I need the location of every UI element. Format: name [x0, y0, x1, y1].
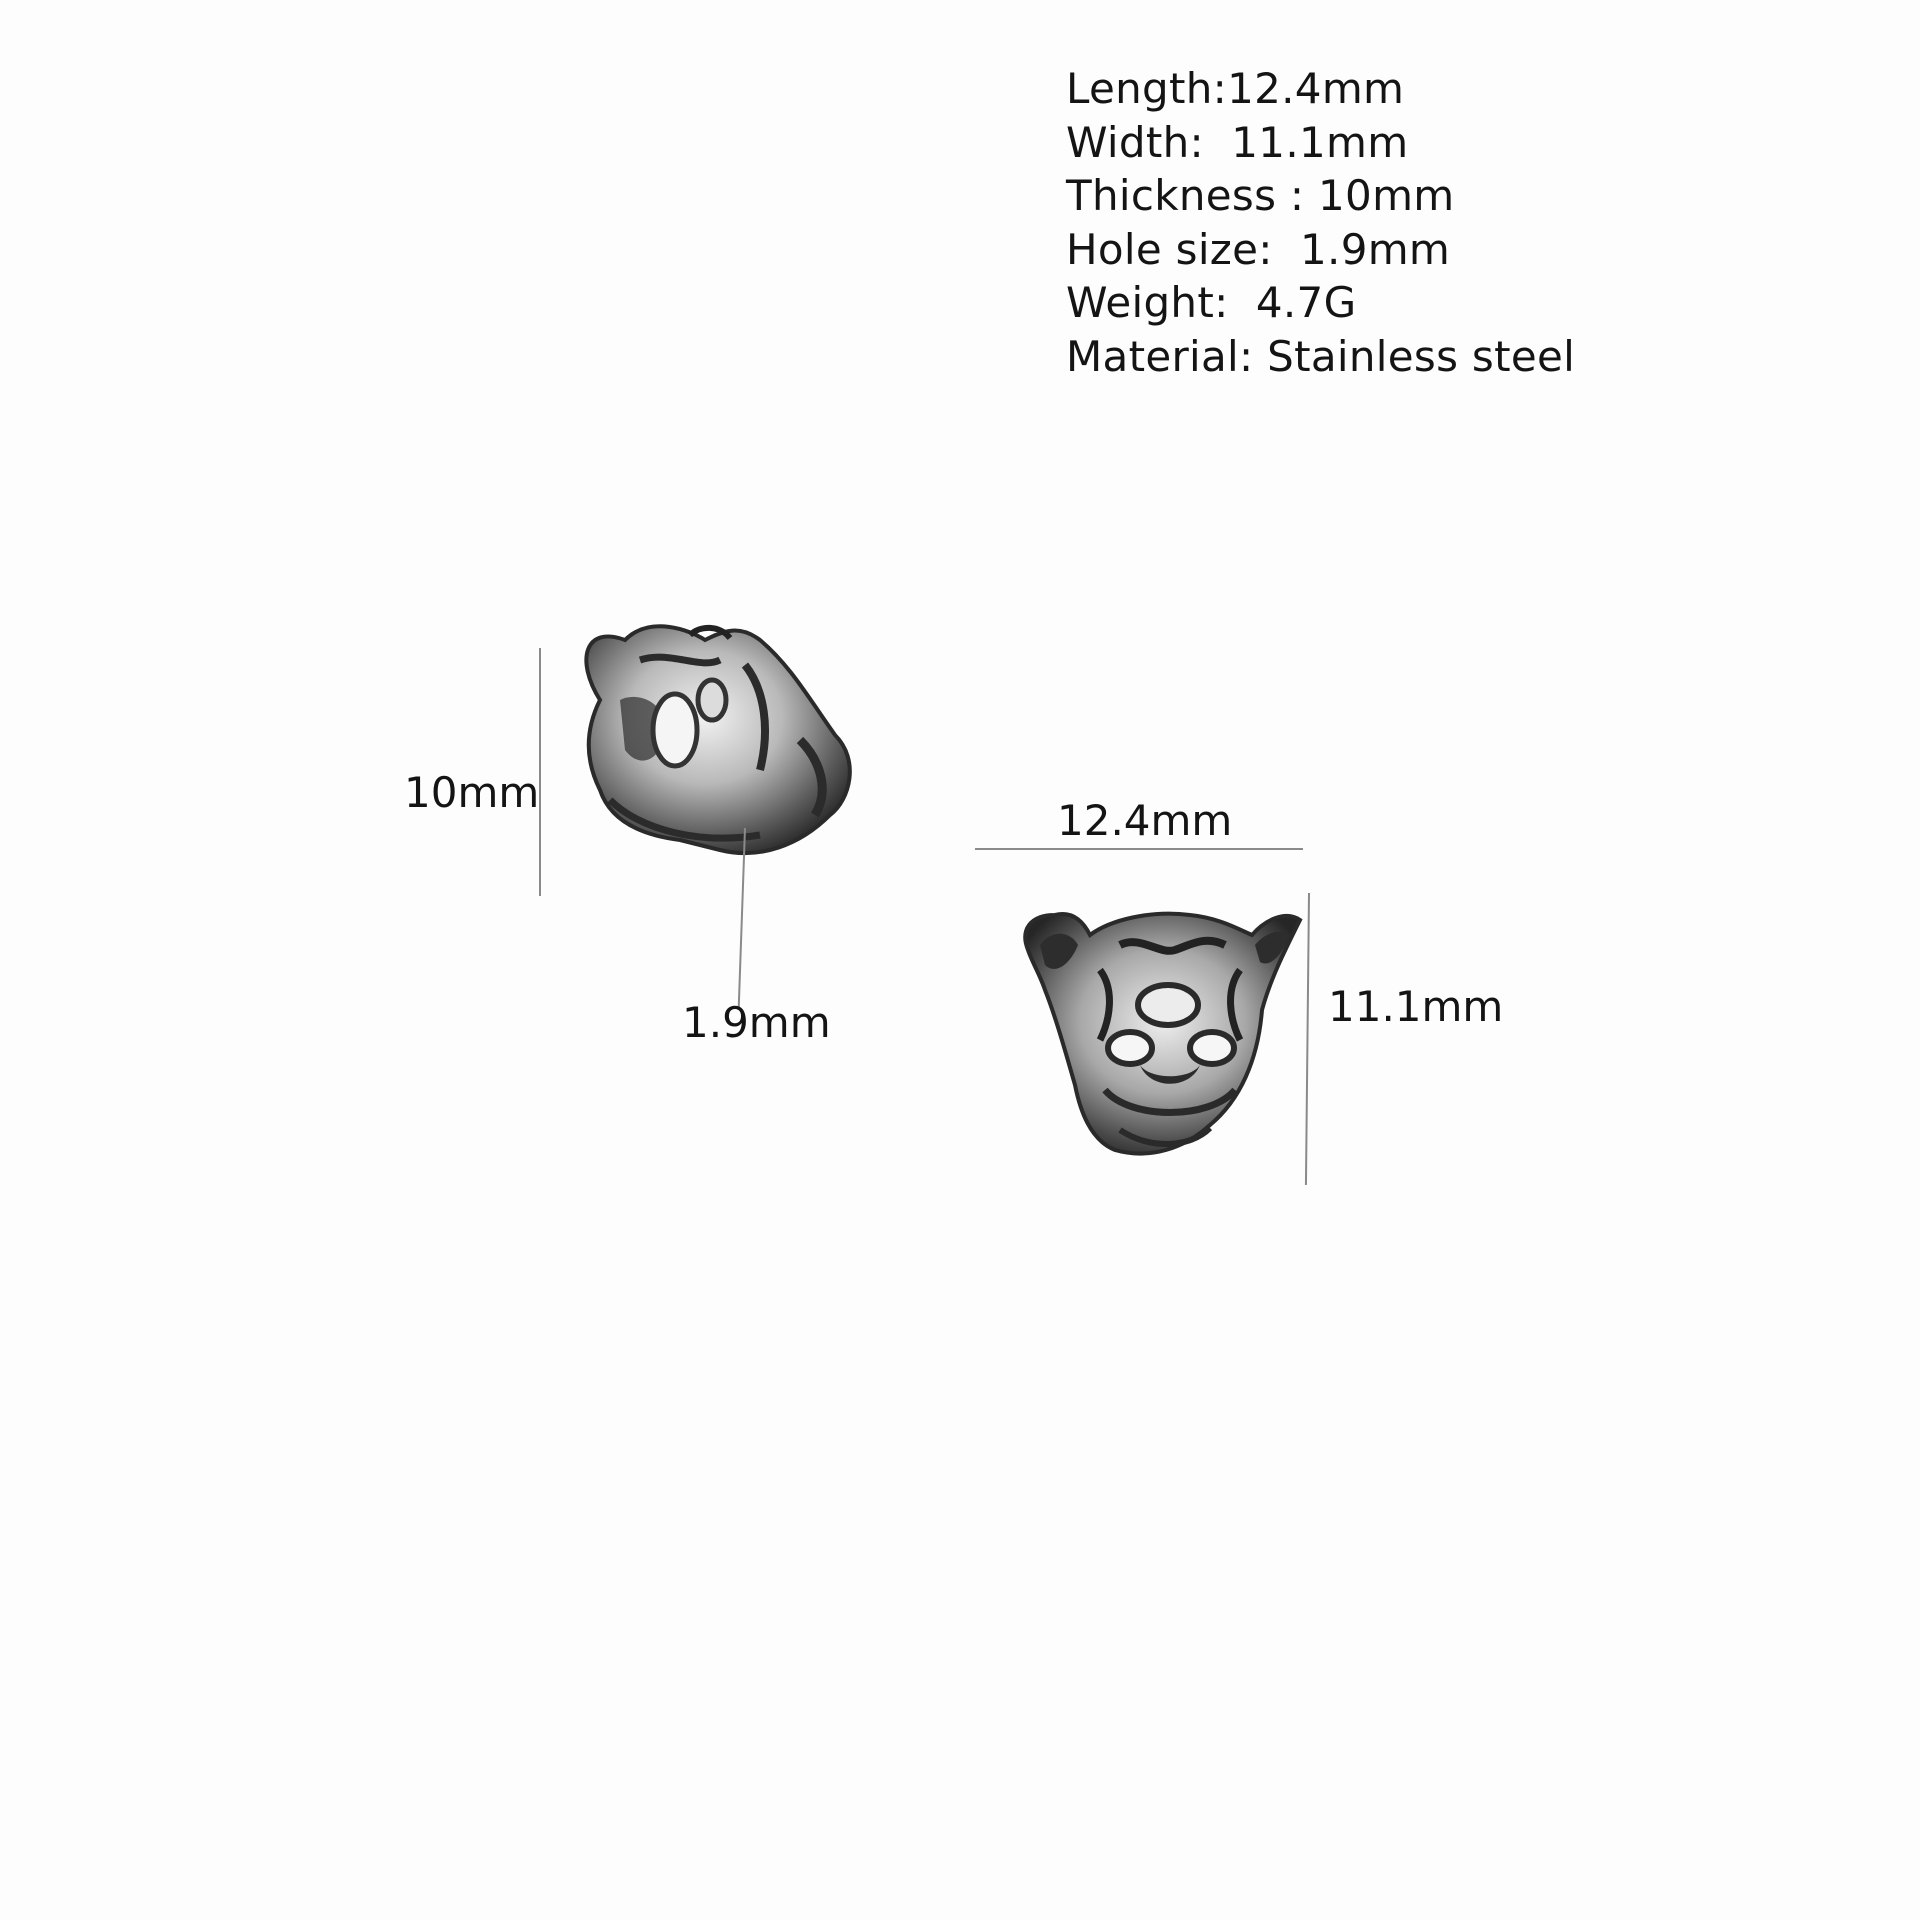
thickness-dimension-line [539, 648, 541, 896]
front-view-bead [1025, 914, 1300, 1154]
spec-weight: Weight: 4.7G [1066, 278, 1357, 327]
side-view-bead [586, 626, 849, 853]
hole-dimension-label: 1.9mm [682, 998, 831, 1047]
spec-width: Width: 11.1mm [1066, 117, 1409, 167]
spec-hole-size: Hole size: 1.9mm [1066, 224, 1451, 274]
length-dimension-line [975, 848, 1303, 850]
length-dimension-label: 12.4mm [1057, 796, 1233, 845]
width-dimension-label: 11.1mm [1328, 982, 1504, 1031]
spec-material: Material: Stainless steel [1066, 331, 1576, 381]
thickness-dimension-label: 10mm [404, 768, 540, 817]
spec-thickness: Thickness : 10mm [1066, 171, 1455, 220]
spec-length: Length:12.4mm [1066, 64, 1405, 113]
